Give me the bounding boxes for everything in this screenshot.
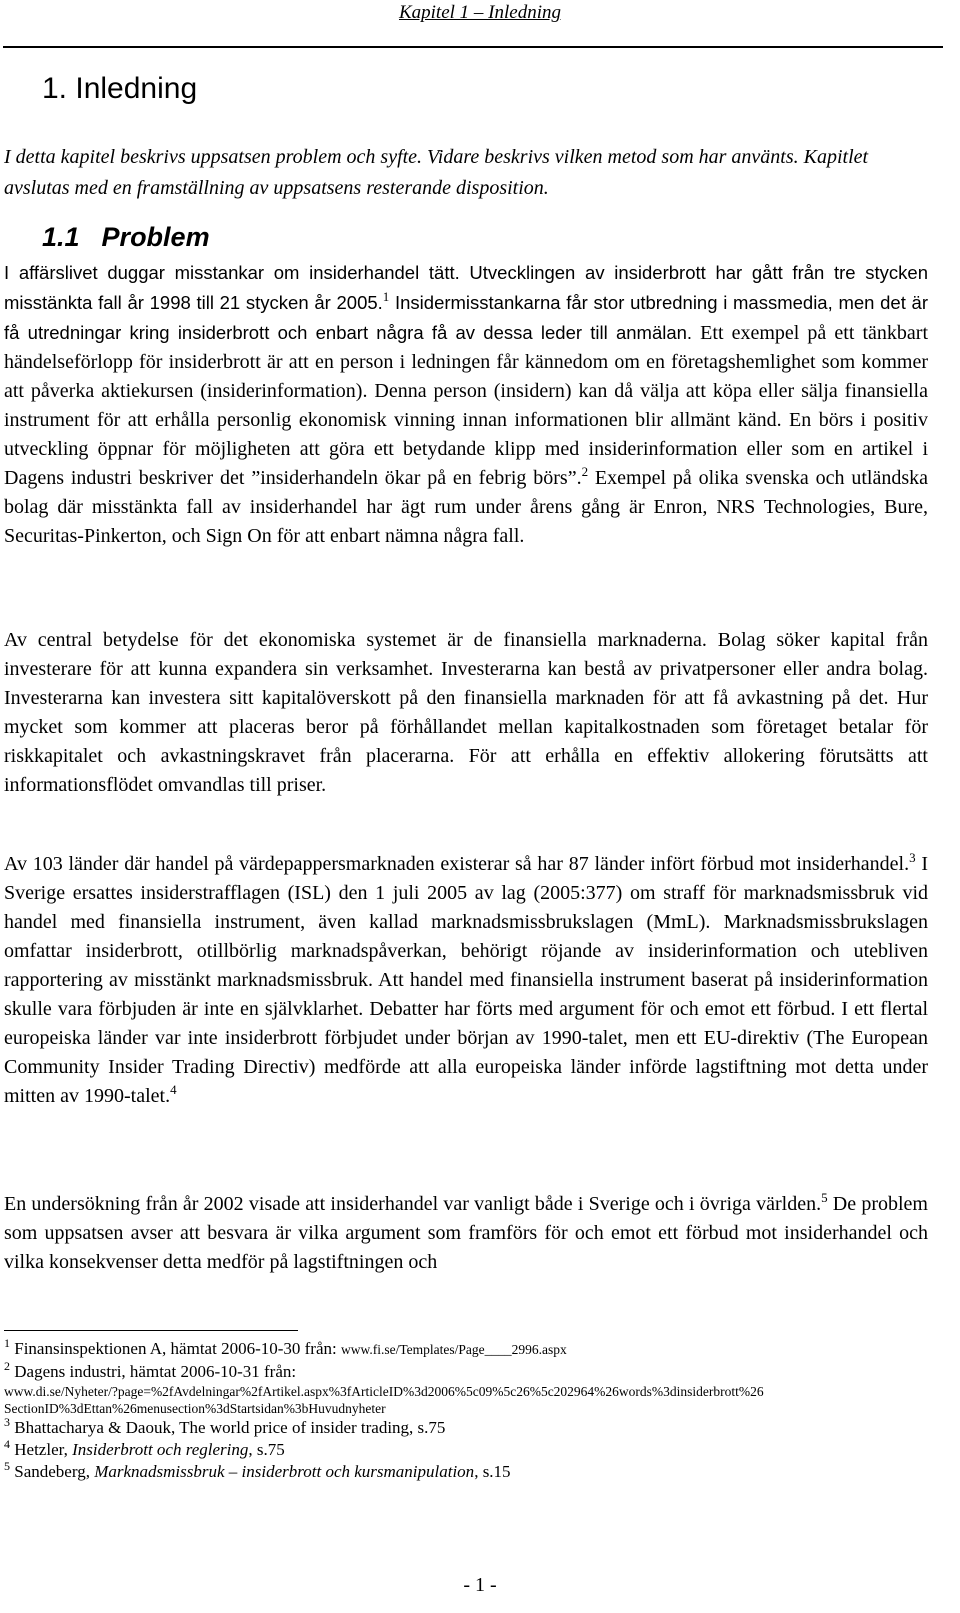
footnote-pages: , s.75 <box>248 1440 285 1459</box>
footnote-ref-2: 2 <box>581 464 589 479</box>
footnote-mark: 1 <box>4 1336 10 1350</box>
paragraph-sentence: Exempel på olika svenska och utländska bolag där misstänkta fall av insiderhandel har ägt rum under årens gång är Enron, NRS Technologies, Bure, Securitas-Pinkerton, och Sign On för att enbart nämna några fall. <box>4 467 928 547</box>
footnote-3 <box>4 1417 944 1439</box>
chapter-title: 1. Inledning <box>42 72 198 105</box>
footnote-ref-1: 1 <box>382 289 390 304</box>
footnote-title: Insiderbrott och reglering <box>72 1440 249 1459</box>
paragraph-sentence: En undersökning från år 2002 visade att insiderhandel var vanligt både i Sverige och i övriga världen. <box>4 1193 822 1215</box>
paragraph-problem-3 <box>4 850 928 1111</box>
paragraph-problem-1 <box>4 258 928 551</box>
footnote-pages: , s.15 <box>474 1462 511 1481</box>
footnote-divider <box>4 1330 298 1331</box>
footnote-link[interactable]: www.fi.se/Templates/Page____2996.aspx <box>340 1342 567 1357</box>
footnote-ref-3: 3 <box>909 850 916 865</box>
footnote-author: Sandeberg, <box>14 1462 95 1481</box>
paragraph-sentence: Ett exempel på ett tänkbart händelseförlopp för insiderbrott är att en person i ledningen får kännedom om en företagshemlighet som kommer att påverka aktiekursen (insiderinformation). <box>4 322 929 402</box>
paragraph-sentence: I Sverige ersattes insiderstrafflagen (ISL) den 1 juli 2005 av lag (2005:377) om straff för marknadsmissbruk vid handel med finansiella instrument, även kallad marknadsmissbrukslagen (MmL). Marknadsmissbrukslagen omfattar insiderbrott, otillbörlig marknadspåverkan, behörigt röjande av insiderinformation och utebliven rapportering av misstänkt marknadsmissbruk. Att handel med finansiella instrument baserat på insiderinformation skulle vara förbjuden är inte en självklarhet. Debatter har förts med argument för och emot ett förbud. I ett flertal europeiska länder var inte insiderbrott förbjudet under början av 1990-talet, men ett EU-direktiv (The European Community Insider Trading Directiv) medförde att alla europeiska länder införde lagstiftning mot detta under mitten av 1990-talet. <box>4 853 928 1107</box>
paragraph-sentence: Insidermisstankarna får stor utbredning i massmedia, men det är få utredningar kring insiderbrott och enbart några få av dessa leder till anmälan. <box>4 292 928 343</box>
paragraph-problem-4 <box>4 1190 928 1277</box>
footnote-5 <box>4 1461 944 1483</box>
footnote-title: Marknadsmissbruk – insiderbrott och kursmanipulation <box>94 1462 475 1481</box>
footnote-text: Dagens industri, hämtat 2006-10-31 från: <box>14 1362 297 1381</box>
paragraph-sentence: Denna person (insidern) kan då välja att köpa eller sälja finansiella instrument för att erhålla personlig ekonomisk vinning innan informationen blir allmänt känd. En börs i positiv utveckling öppnar för möjligheten att göra ett betydande klipp med insiderinformation eller som en artikel i Dagens industri beskriver det ”insiderhandeln ökar på en febrig börs”. <box>4 380 928 489</box>
footnote-mark: 5 <box>4 1459 10 1473</box>
footnote-ref-5: 5 <box>821 1190 828 1205</box>
footnote-2 <box>4 1361 944 1383</box>
running-header: Kapitel 1 – Inledning <box>398 2 561 23</box>
chapter-intro: I detta kapitel beskrivs uppsatsen problem och syfte. Vidare beskrivs vilken metod som har använts. Kapitlet avslutas med en framställning av uppsatsens resterande disposition. <box>4 146 869 199</box>
section-title-text: Problem <box>101 222 210 252</box>
footnote-mark: 2 <box>4 1359 10 1373</box>
section-title <box>42 222 210 253</box>
footnote-4 <box>4 1439 944 1461</box>
paragraph-sentence: De problem som uppsatsen avser att besvara är vilka argument som framförs för och emot ett förbud mot insiderhandel och vilka konsekvenser detta medför på lagstiftningen och <box>4 1193 928 1273</box>
footnotes <box>4 1338 944 1483</box>
footnote-ref-4: 4 <box>170 1082 177 1097</box>
footnote-url[interactable]: SectionID%3dEttan%26menusection%3dStartsidan%3bHuvudnyheter <box>4 1401 386 1416</box>
paragraph-sentence: Av 103 länder där handel på värdepappersmarknaden existerar så har 87 länder infört förbud mot insiderhandel. <box>4 853 910 875</box>
footnote-mark: 3 <box>4 1415 10 1429</box>
page-number: - 1 - <box>463 1574 497 1596</box>
footnote-mark: 4 <box>4 1437 10 1451</box>
footnote-1 <box>4 1338 944 1361</box>
paragraph-problem-2: Av central betydelse för det ekonomiska systemet är de finansiella marknaderna. Bolag söker kapital från investerare för att kunna expandera sin verksamhet. Investerarna kan bestå av privatpersoner eller andra bolag. Investerarna kan investera sitt kapitalöverskott på den finansiella marknaden för att få avkastning på det. Hur mycket som kommer att placeras beror på förhållandet mellan kapitalkostnaden som företaget betalar för riskkapitalet och avkastningskravet från placerarna. För att erhålla en effektiv allokering förutsätts att informationsflödet omvandlas till priser. <box>4 629 928 796</box>
footnote-author: Hetzler, <box>14 1440 73 1459</box>
paragraph-sentence: I affärslivet duggar misstankar om insiderhandel tätt. Utvecklingen av insiderbrott har gått från tre stycken misstänkta fall år 1998 till 21 stycken år 2005. <box>4 262 928 313</box>
footnote-text: Bhattacharya & Daouk, The world price of insider trading, s.75 <box>14 1418 446 1437</box>
section-number: 1.1 <box>42 222 80 252</box>
footnote-text: Finansinspektionen A, hämtat 2006-10-30 från: <box>14 1339 341 1358</box>
footnote-url[interactable]: www.di.se/Nyheter/?page=%2fAvdelningar%2fArtikel.aspx%3fArticleID%3d2006%5c09%5c26%5c202964%26words%3dinsiderbrott%26 <box>4 1384 764 1399</box>
header-divider <box>3 46 943 48</box>
